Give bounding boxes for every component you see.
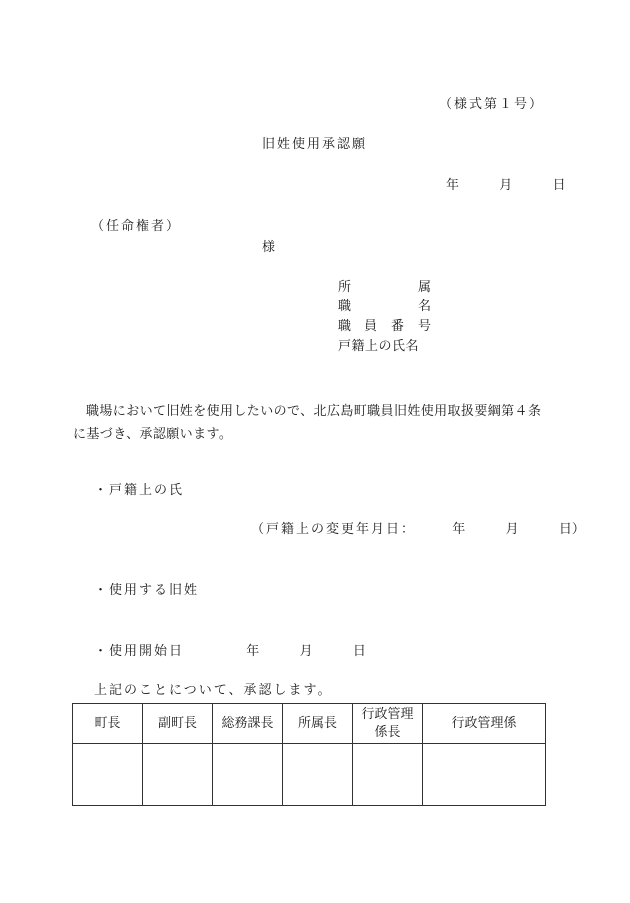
start-date-year: 年 — [246, 644, 260, 659]
registry-change-date — [251, 522, 585, 538]
header-department-head: 所属長 — [283, 704, 353, 744]
registered-surname-item: ・戸籍上の氏 — [94, 483, 185, 498]
start-date-month: 月 — [299, 644, 313, 659]
header-mayor: 町長 — [73, 704, 143, 744]
start-date-item — [94, 644, 366, 660]
change-date-label: （戸籍上の変更年月日： — [251, 522, 417, 537]
header-general-affairs-chief: 総務課長 — [213, 704, 283, 744]
change-date-year: 年 — [452, 522, 466, 537]
start-date-day: 日 — [352, 644, 366, 659]
approval-seal-row — [73, 744, 546, 806]
change-date-month: 月 — [505, 522, 519, 537]
date-month-label: 月 — [499, 178, 513, 193]
registered-name-label: 戸籍上の氏名 — [338, 339, 420, 354]
change-date-day: 日） — [558, 522, 585, 537]
approval-statement: 上記のことについて、承認します。 — [94, 683, 333, 698]
appointer-honorific: 様 — [262, 240, 276, 255]
affiliation-label: 所 属 — [338, 280, 432, 295]
seal-cell-mayor[interactable] — [73, 744, 143, 806]
header-admin-management-chief: 行政管理 係長 — [353, 704, 423, 744]
employee-number-label: 職 員 番 号 — [338, 319, 432, 334]
start-date-label: ・使用開始日 — [94, 644, 185, 659]
form-number: （様式第１号） — [438, 97, 544, 112]
date-day-label: 日 — [552, 178, 566, 193]
date-year-label: 年 — [446, 178, 460, 193]
position-label: 職 名 — [338, 299, 432, 314]
seal-cell-admin-management-chief[interactable] — [353, 744, 423, 806]
appointer-label: （任命権者） — [91, 219, 182, 234]
seal-cell-admin-management-staff[interactable] — [423, 744, 546, 806]
seal-cell-general-affairs-chief[interactable] — [213, 744, 283, 806]
application-date — [446, 178, 566, 194]
seal-cell-deputy-mayor[interactable] — [143, 744, 213, 806]
approval-header-row — [73, 704, 546, 744]
former-surname-item: ・使用する旧姓 — [94, 583, 200, 598]
approval-table — [72, 703, 546, 806]
header-deputy-mayor: 副町長 — [143, 704, 213, 744]
form-title: 旧姓使用承認願 — [262, 137, 368, 152]
header-admin-management-staff: 行政管理係 — [423, 704, 546, 744]
request-body-text: 職場において旧姓を使用したいので、北広島町職員旧姓使用取扱要綱第４条に基づき、承認願います。 — [73, 404, 542, 442]
seal-cell-department-head[interactable] — [283, 744, 353, 806]
